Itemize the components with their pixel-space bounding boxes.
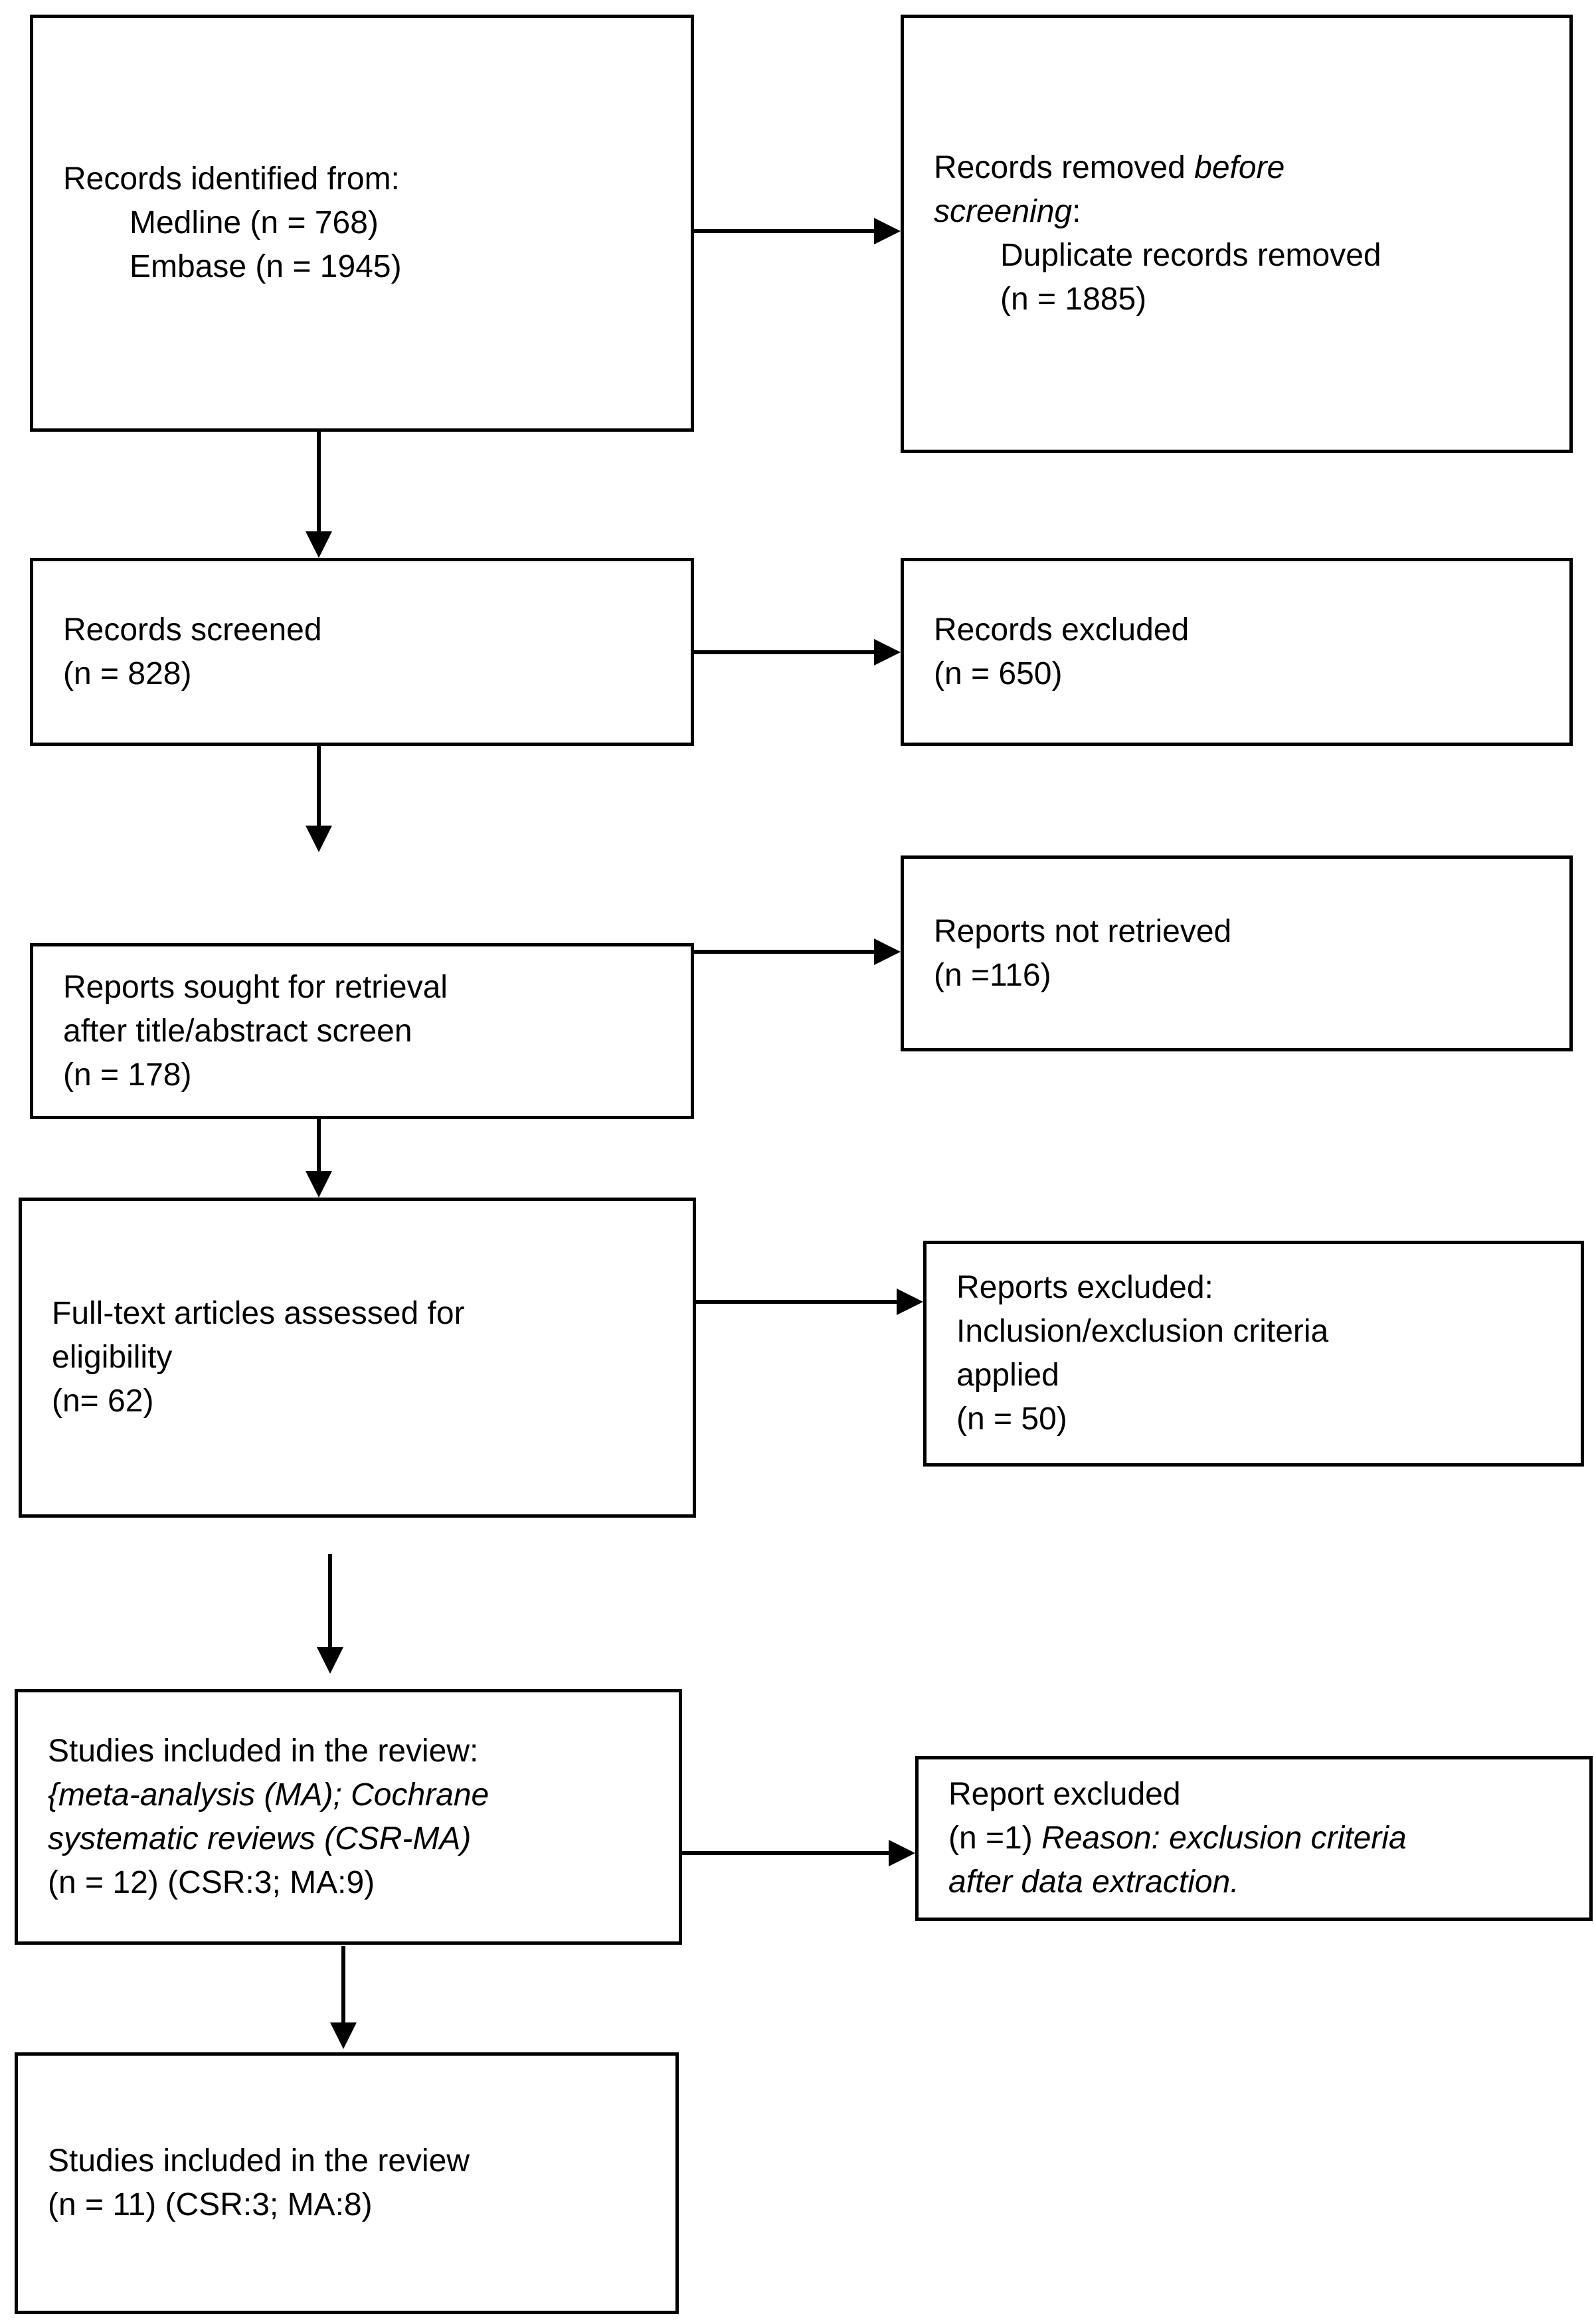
not-retrieved-label: Reports not retrieved bbox=[934, 913, 1232, 949]
arrow-head-down bbox=[306, 531, 332, 558]
records-removed-line1 bbox=[934, 146, 1543, 190]
arrow-head-down bbox=[317, 1647, 343, 1674]
box-final-included bbox=[15, 2052, 679, 2314]
not-retrieved-count: (n =116) bbox=[934, 957, 1051, 993]
arrow-sought-to-not-retrieved bbox=[694, 939, 901, 965]
arrow-head-down bbox=[330, 2022, 357, 2049]
box-records-removed-before-screening bbox=[901, 15, 1573, 453]
reports-sought-line2: after title/abstract screen bbox=[63, 1013, 412, 1049]
arrow-shaft bbox=[682, 1851, 893, 1855]
fulltext-line1: Full-text articles assessed for bbox=[52, 1296, 465, 1331]
reports-excluded-line2: Inclusion/exclusion criteria bbox=[956, 1314, 1329, 1349]
arrow-head-right bbox=[897, 1289, 923, 1315]
studies-included-title: Studies included in the review: bbox=[48, 1733, 479, 1769]
report-excluded-line3: after data extraction. bbox=[948, 1864, 1239, 1900]
records-removed-line2 bbox=[934, 190, 1543, 234]
arrow-screened-to-sought bbox=[306, 746, 332, 852]
text-segment: : bbox=[1072, 194, 1081, 229]
arrow-shaft bbox=[317, 432, 321, 535]
records-identified-embase: Embase (n = 1945) bbox=[130, 249, 402, 284]
box-records-excluded bbox=[901, 558, 1573, 746]
arrow-head-right bbox=[874, 639, 901, 666]
duplicates-removed-count: (n = 1885) bbox=[1000, 282, 1147, 317]
fulltext-line2: eligibility bbox=[52, 1340, 173, 1375]
report-excluded-line2 bbox=[948, 1817, 1563, 1860]
arrow-head-right bbox=[874, 939, 901, 965]
reports-excluded-count: (n = 50) bbox=[956, 1401, 1067, 1437]
records-excluded-label: Records excluded bbox=[934, 612, 1190, 648]
box-records-identified bbox=[30, 15, 694, 432]
records-identified-medline: Medline (n = 768) bbox=[130, 205, 379, 240]
arrow-included-to-report-excluded bbox=[682, 1840, 915, 1866]
studies-included-line3: systematic reviews (CSR-MA) bbox=[48, 1821, 472, 1856]
arrow-shaft bbox=[694, 229, 878, 233]
duplicates-removed-label: Duplicate records removed bbox=[1000, 238, 1381, 273]
box-fulltext-assessed bbox=[19, 1198, 696, 1518]
box-reports-sought bbox=[30, 943, 694, 1119]
fulltext-count: (n= 62) bbox=[52, 1384, 154, 1419]
box-studies-included bbox=[15, 1689, 682, 1945]
reports-excluded-line3: applied bbox=[956, 1358, 1059, 1393]
arrow-sought-to-fulltext bbox=[306, 1119, 332, 1198]
arrow-shaft bbox=[694, 650, 878, 654]
text-segment: (n =1) bbox=[948, 1821, 1042, 1856]
text-segment-italic: screening bbox=[934, 194, 1073, 229]
records-screened-label: Records screened bbox=[63, 612, 322, 648]
arrow-identified-to-screened bbox=[306, 432, 332, 558]
arrow-head-right bbox=[874, 218, 901, 244]
report-excluded-title: Report excluded bbox=[948, 1777, 1181, 1812]
records-identified-title: Records identified from: bbox=[63, 161, 400, 197]
records-screened-count: (n = 828) bbox=[63, 656, 192, 691]
reports-sought-count: (n = 178) bbox=[63, 1057, 192, 1093]
box-reports-not-retrieved bbox=[901, 855, 1573, 1051]
studies-included-count: (n = 12) (CSR:3; MA:9) bbox=[48, 1864, 375, 1900]
arrow-shaft bbox=[328, 1554, 332, 1651]
final-included-label: Studies included in the review bbox=[48, 2143, 470, 2179]
studies-included-line2: {meta-analysis (MA); Cochrane bbox=[48, 1777, 489, 1813]
arrow-fulltext-to-included bbox=[317, 1554, 343, 1674]
final-included-count: (n = 11) (CSR:3; MA:8) bbox=[48, 2187, 373, 2222]
box-records-screened bbox=[30, 558, 694, 746]
arrow-head-down bbox=[306, 826, 332, 852]
arrow-fulltext-to-excluded bbox=[696, 1289, 923, 1315]
text-segment-italic: Reason: exclusion criteria bbox=[1041, 1821, 1407, 1856]
reports-excluded-title: Reports excluded: bbox=[956, 1270, 1213, 1305]
text-segment: Records removed bbox=[934, 150, 1195, 185]
box-reports-excluded bbox=[923, 1241, 1584, 1467]
arrow-shaft bbox=[341, 1946, 345, 2026]
arrow-head-right bbox=[889, 1840, 915, 1866]
arrow-shaft bbox=[696, 1300, 901, 1304]
text-segment-italic: before bbox=[1194, 150, 1285, 185]
records-excluded-count: (n = 650) bbox=[934, 656, 1063, 691]
box-report-excluded bbox=[915, 1756, 1593, 1921]
arrow-screened-to-excluded bbox=[694, 639, 901, 666]
arrow-shaft bbox=[694, 950, 878, 954]
arrow-shaft bbox=[317, 1119, 321, 1175]
arrow-shaft bbox=[317, 746, 321, 830]
reports-sought-line1: Reports sought for retrieval bbox=[63, 969, 448, 1005]
arrow-identified-to-removed bbox=[694, 218, 901, 244]
arrow-head-down bbox=[306, 1171, 332, 1198]
arrow-included-to-final bbox=[330, 1946, 357, 2049]
